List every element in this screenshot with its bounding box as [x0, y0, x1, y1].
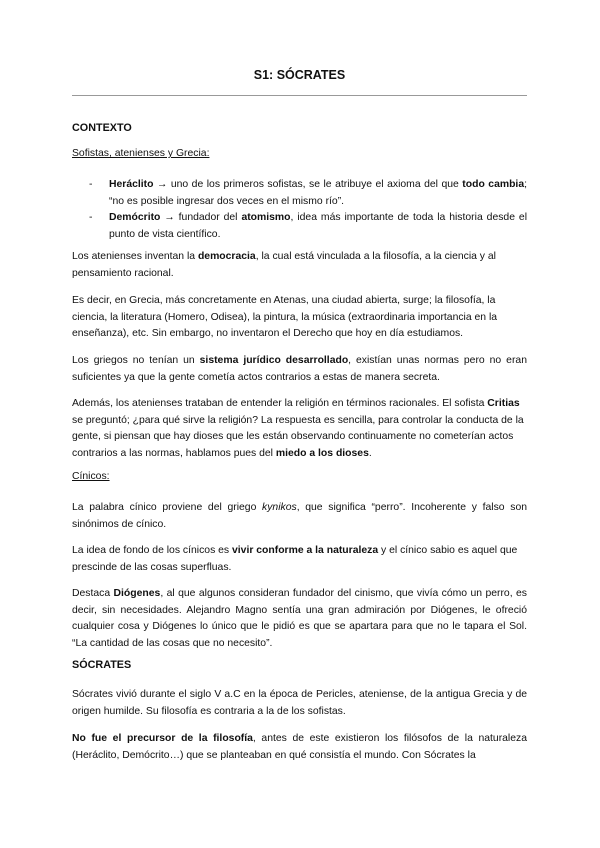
paragraph-religion	[72, 396, 527, 462]
term-heraclito: Heráclito	[109, 179, 154, 190]
text-run: La idea de fondo de los cínicos es	[72, 545, 233, 556]
text-run: Además, los atenienses trataban de entender la religión en términos racionales. El sofista	[72, 398, 488, 409]
title-divider	[72, 95, 527, 96]
text-run: ; “no es posible ingresar dos veces en el mismo río”.	[109, 179, 527, 207]
subheading-sofistas: Sofistas, atenienses y Grecia:	[72, 148, 210, 159]
paragraph-diogenes	[72, 586, 527, 652]
text-run: .	[368, 447, 372, 459]
term-kynikos: kynikos	[262, 502, 297, 513]
text-run: y el cínico sabio es aquel que prescinde de las cosas superfluas.	[72, 545, 518, 573]
dash-marker: -	[89, 179, 93, 190]
paragraph-precursor	[72, 731, 527, 764]
subheading-cinicos: Cínicos:	[72, 471, 110, 482]
list-item-democrito	[72, 210, 527, 243]
term-atomismo: atomismo	[241, 212, 291, 223]
dash-marker: -	[89, 212, 93, 223]
text-run: , idea más importante de toda la historia desde el punto de vista científico.	[109, 212, 527, 240]
paragraph-kynikos	[72, 500, 527, 533]
text-run: → uno de los primeros sofistas, se le atribuye el axioma del que	[153, 179, 463, 190]
term-todo-cambia: todo cambia	[462, 179, 525, 190]
paragraph-sistema-juridico	[72, 353, 527, 386]
term-critias: Critias	[487, 398, 520, 409]
text-run: Los griegos no tenían un	[72, 355, 200, 366]
bullet-list-sofistas	[72, 177, 527, 243]
text-run: se preguntó; ¿para qué sirve la religión? La respuesta es sencilla, para controlar la conducta de la gente, si piensan que hay dioses que les están observando continuamente no cometerían actos contrarios a las normas, hablamos pues del	[72, 414, 524, 459]
list-item-heraclito	[72, 177, 527, 210]
paragraph-grecia: Es decir, en Grecia, más concretamente en Atenas, una ciudad abierta, surge; la filosofía, la ciencia, la literatura (Homero, Odisea), la pintura, la música (extraordinaria importancia en la enseñanza), etc. Sin embargo, no inventaron el Derecho que hoy en día estudiamos.	[72, 295, 498, 339]
section-heading-socrates: SÓCRATES	[72, 659, 132, 671]
page-title: S1: SÓCRATES	[253, 68, 346, 82]
text-run: , la cual está vinculada a la filosofía, a la ciencia y al pensamiento racional.	[72, 251, 496, 279]
term-democracia: democracia	[197, 251, 256, 262]
text-run: , antes de este existieron los filósofos de la naturaleza (Heráclito, Demócrito…) que se planteaban en qué consistía el mundo. Con Sócrates la	[72, 733, 527, 761]
term-democrito: Demócrito	[109, 212, 161, 223]
paragraph-democracia	[72, 249, 527, 282]
text-run: , al que algunos consideran fundador del cinismo, que vivía cómo un perro, es decir, sin necesidades. Alejandro Magno sentía una gran admiración por Diógenes, le ofreció cualquier cosa y Diógenes lo único que le pidió es que se apartara para que no le tapara el Sol. “La cantidad de las cosas que no necesito”.	[72, 588, 527, 649]
text-run: Los atenienses inventan la	[72, 251, 198, 262]
term-miedo-dioses: miedo a los dioses	[275, 447, 369, 459]
text-run: La palabra cínico proviene del griego	[72, 502, 263, 513]
term-sistema-juridico: sistema jurídico desarrollado	[199, 355, 349, 366]
term-vivir-conforme: vivir conforme a la naturaleza	[232, 545, 379, 556]
paragraph-socrates-vida: Sócrates vivió durante el siglo V a.C en la época de Pericles, ateniense, de la antigua Grecia y de origen humilde. Su filosofía es contraria a la de los sofistas.	[72, 689, 527, 717]
term-diogenes: Diógenes	[113, 588, 161, 599]
term-no-precursor: No fue el precursor de la filosofía	[72, 733, 253, 744]
text-run: Destaca	[72, 588, 114, 599]
text-run: , que significa “perro”. Incoherente y falso son sinónimos de cínico.	[72, 502, 528, 530]
text-run: → fundador del	[160, 212, 242, 223]
text-run: , existían unas normas pero no eran suficientes ya que la gente cometía actos contrarios a estas de manera secreta.	[72, 355, 527, 383]
paragraph-naturaleza	[72, 543, 527, 576]
section-heading-contexto: CONTEXTO	[72, 122, 132, 134]
